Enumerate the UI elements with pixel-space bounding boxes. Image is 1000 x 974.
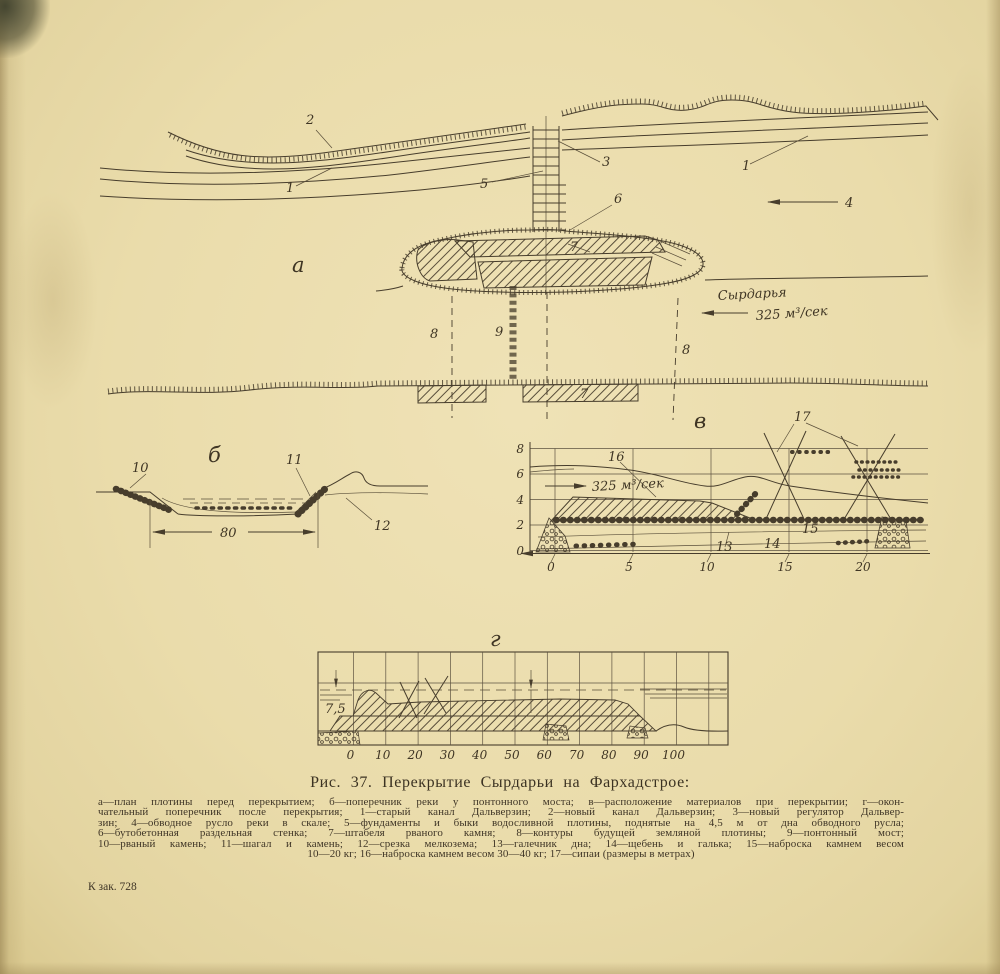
near-bank-right xyxy=(705,276,928,280)
callout-3: 3 xyxy=(602,155,611,170)
v-water-surface2 xyxy=(530,469,574,472)
section-b-letter: б xyxy=(208,443,221,467)
shore-stockpile xyxy=(418,385,486,403)
callout-14: 14 xyxy=(764,537,781,552)
v-flow-label: 325 м³/сек xyxy=(591,476,665,495)
plan-view xyxy=(100,97,938,420)
canal-line-right xyxy=(562,112,928,130)
callout-2: 2 xyxy=(306,113,315,128)
v-bed-line xyxy=(538,530,926,537)
section-g xyxy=(318,627,728,762)
bottom-bank-hatching xyxy=(108,380,928,391)
v-xtick-10: 10 xyxy=(699,560,715,574)
v-ytick-8: 8 xyxy=(516,442,524,456)
right-ground xyxy=(322,472,428,489)
river-flow-label: 325 м³/сек xyxy=(755,303,829,324)
callout-9: 9 xyxy=(495,325,504,340)
dam-contour-line xyxy=(673,298,678,420)
callout-1-right: 1 xyxy=(742,159,751,174)
g-xtick-0: 0 xyxy=(346,748,355,762)
v-rubble-left xyxy=(536,518,570,552)
callout-7: 7 xyxy=(570,240,579,255)
v-tip-chain xyxy=(737,492,757,514)
g-xtick-60: 60 xyxy=(536,748,552,762)
old-canal-line xyxy=(100,176,530,200)
g-xtick-40: 40 xyxy=(472,748,488,762)
g-xtick-20: 20 xyxy=(407,748,423,762)
g-xtick-50: 50 xyxy=(504,748,520,762)
g-xtick-90: 90 xyxy=(633,748,649,762)
section-g-letter: г xyxy=(490,627,501,651)
v-ytick-2: 2 xyxy=(516,518,524,532)
v-xtick-20: 20 xyxy=(855,560,871,574)
legend-line: 10—рваный камень; 11—шагал и камень; 12—срезка мелкозема; 13—галечник дна; 14—щебень и галька; 15—наброска камнем весом xyxy=(98,837,904,850)
callout-8-left: 8 xyxy=(430,327,439,342)
legend-line: зин; 4—обводное русло реки в скале; 5—фундаменты и быки водосливной плотины, поднятые на 4,5 м от дна обводного русла; xyxy=(98,816,904,829)
v-ytick-4: 4 xyxy=(516,493,524,507)
figure-caption: Рис. 37. Перекрытие Сырдарьи на Фархадстрое: xyxy=(310,774,690,791)
v-xtick-15: 15 xyxy=(777,560,793,574)
upper-left-bank xyxy=(168,124,526,157)
g-xtick-80: 80 xyxy=(601,748,617,762)
stockpile-bottom xyxy=(478,257,652,288)
callout-15: 15 xyxy=(802,522,819,537)
v-ytick-0: 0 xyxy=(516,544,524,558)
legend-line: чательный поперечник после перекрытия; 1—старый канал Дальверзин; 2—новый канал Дальверзин; 3—новый регулятор Дальвер- xyxy=(98,806,904,819)
g-height-label: 7,5 xyxy=(325,702,346,717)
print-order-note: К зак. 728 xyxy=(88,881,137,893)
channel-lining xyxy=(162,492,316,513)
g-rubble-mid xyxy=(543,724,569,740)
g-rubble-left xyxy=(318,731,360,745)
g-xtick-70: 70 xyxy=(568,748,585,762)
width-dimension: 80 xyxy=(220,526,237,541)
callout-6: 6 xyxy=(614,192,623,207)
callout-16: 16 xyxy=(608,450,625,465)
g-xtick-30: 30 xyxy=(439,748,456,762)
section-v xyxy=(515,409,930,574)
section-b xyxy=(96,443,428,548)
legend-line: 10—20 кг; 16—наброска камнем весом 30—40 кг; 17—сипаи (размеры в метрах) xyxy=(307,848,695,861)
callout-1: 1 xyxy=(286,181,295,196)
g-embankment-upper xyxy=(353,690,640,716)
bottom-bank xyxy=(108,383,928,394)
figure-legend xyxy=(98,797,904,859)
callout-4: 4 xyxy=(845,196,854,211)
v-stone-texture xyxy=(853,462,903,477)
v-scatter-stones2 xyxy=(838,541,872,543)
callout-12: 12 xyxy=(374,519,391,534)
plan-letter: а xyxy=(292,253,305,277)
legend-line: 6—бутобетонная раздельная стенка; 7—штабеля рваного камня; 8—контуры будущей земляной плотины; 9—понтонный мост; xyxy=(98,827,904,840)
v-scatter-stones xyxy=(576,544,640,546)
stockpile-top xyxy=(455,236,665,257)
callout-5: 5 xyxy=(480,177,489,192)
callout-13: 13 xyxy=(716,540,733,555)
v-xtick-0: 0 xyxy=(547,560,555,574)
river-name: Сырдарья xyxy=(717,285,787,304)
legend-line: а—план плотины перед перекрытием; б—поперечник реки у понтонного моста; в—расположение материалов при перекрытии; г—окон- xyxy=(98,796,904,808)
v-ytick-6: 6 xyxy=(516,467,524,481)
callout-11: 11 xyxy=(286,453,303,468)
callout-7-shore: 7 xyxy=(580,387,589,402)
g-rubble-right xyxy=(627,726,648,738)
section-v-letter: в xyxy=(694,409,707,433)
g-embankment-lower xyxy=(330,716,656,731)
g-xtick-10: 10 xyxy=(375,748,391,762)
right-stone-band xyxy=(298,488,326,514)
callout-8-right: 8 xyxy=(682,343,691,358)
page-edge-shadow-bottom xyxy=(0,962,1000,974)
callout-17: 17 xyxy=(794,410,811,425)
right-ground-lower xyxy=(325,493,428,495)
v-xtick-5: 5 xyxy=(625,560,633,574)
near-bank-left xyxy=(376,286,403,291)
g-xtick-100: 100 xyxy=(662,748,685,762)
callout-10: 10 xyxy=(132,461,149,476)
